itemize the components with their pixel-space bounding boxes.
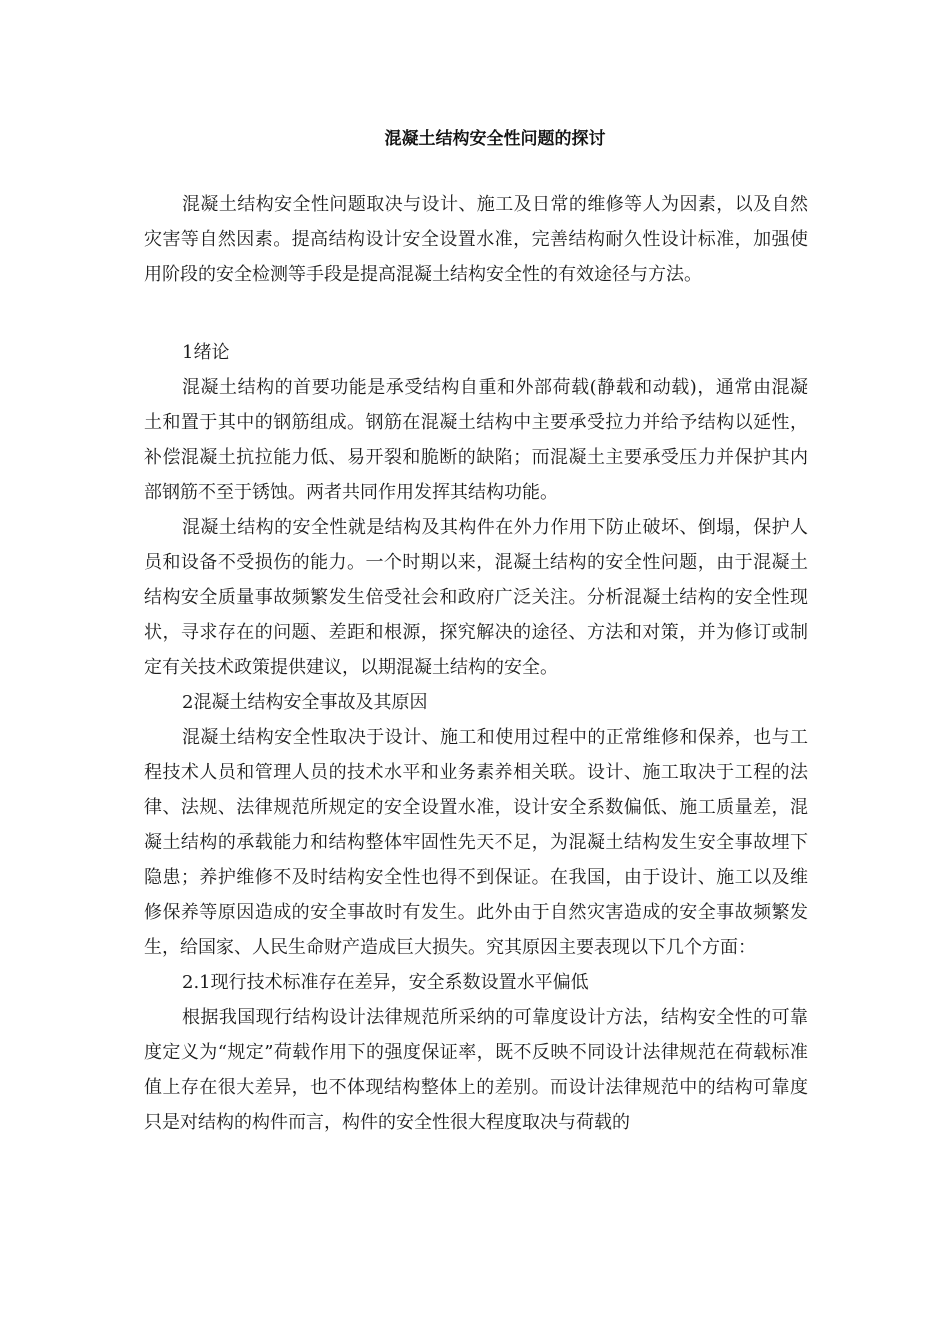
paragraph: 混凝土结构安全性取决于设计、施工和使用过程中的正常维修和保养，也与工程技术人员和管理人员的技术水平和业务素养相关联。设计、施工取决于工程的法律、法规、法律规范所规定的安全设置水准，设计安全系数偏低、施工质量差，混凝土结构的承载能力和结构整体牢固性先天不足，为混凝土结构发生安全事故埋下隐患；养护维修不及时结构安全性也得不到保证。在我国，由于设计、施工以及维修保养等原因造成的安全事故时有发生。此外由于自然灾害造成的安全事故频繁发生，给国家、人民生命财产造成巨大损失。究其原因主要表现以下几个方面：: [144, 727, 808, 958]
section-heading-2: 2混凝土结构安全事故及其原因: [182, 692, 428, 713]
section-heading-2-1: 2.1现行技术标准存在差异，安全系数设置水平偏低: [182, 972, 589, 993]
abstract-block: [144, 187, 808, 292]
document-title: 混凝土结构安全性问题的探讨: [384, 129, 606, 149]
main-body: [144, 335, 808, 1140]
paragraph: 混凝土结构的首要功能是承受结构自重和外部荷载(静载和动载)，通常由混凝土和置于其中的钢筋组成。钢筋在混凝土结构中主要承受拉力并给予结构以延性，补偿混凝土抗拉能力低、易开裂和脆断的缺陷；而混凝土主要承受压力并保护其内部钢筋不至于锈蚀。两者共同作用发挥其结构功能。: [144, 377, 808, 503]
section-heading-1: 1绪论: [182, 342, 230, 363]
paragraph: 混凝土结构的安全性就是结构及其构件在外力作用下防止破坏、倒塌，保护人员和设备不受损伤的能力。一个时期以来，混凝土结构的安全性问题，由于混凝土结构安全质量事故频繁发生倍受社会和政府广泛关注。分析混凝土结构的安全性现状，寻求存在的问题、差距和根源，探究解决的途径、方法和对策，并为修订或制定有关技术政策提供建议，以期混凝土结构的安全。: [144, 517, 808, 678]
abstract-paragraph: 混凝土结构安全性问题取决与设计、施工及日常的维修等人为因素，以及自然灾害等自然因素。提高结构设计安全设置水准，完善结构耐久性设计标准，加强使用阶段的安全检测等手段是提高混凝土结构安全性的有效途径与方法。: [144, 194, 808, 285]
paragraph: 根据我国现行结构设计法律规范所采纳的可靠度设计方法，结构安全性的可靠度定义为“规定”荷载作用下的强度保证率，既不反映不同设计法律规范在荷载标准值上存在很大差异，也不体现结构整体上的差别。而设计法律规范中的结构可靠度只是对结构的构件而言，构件的安全性很大程度取决与荷载的: [144, 1007, 808, 1133]
